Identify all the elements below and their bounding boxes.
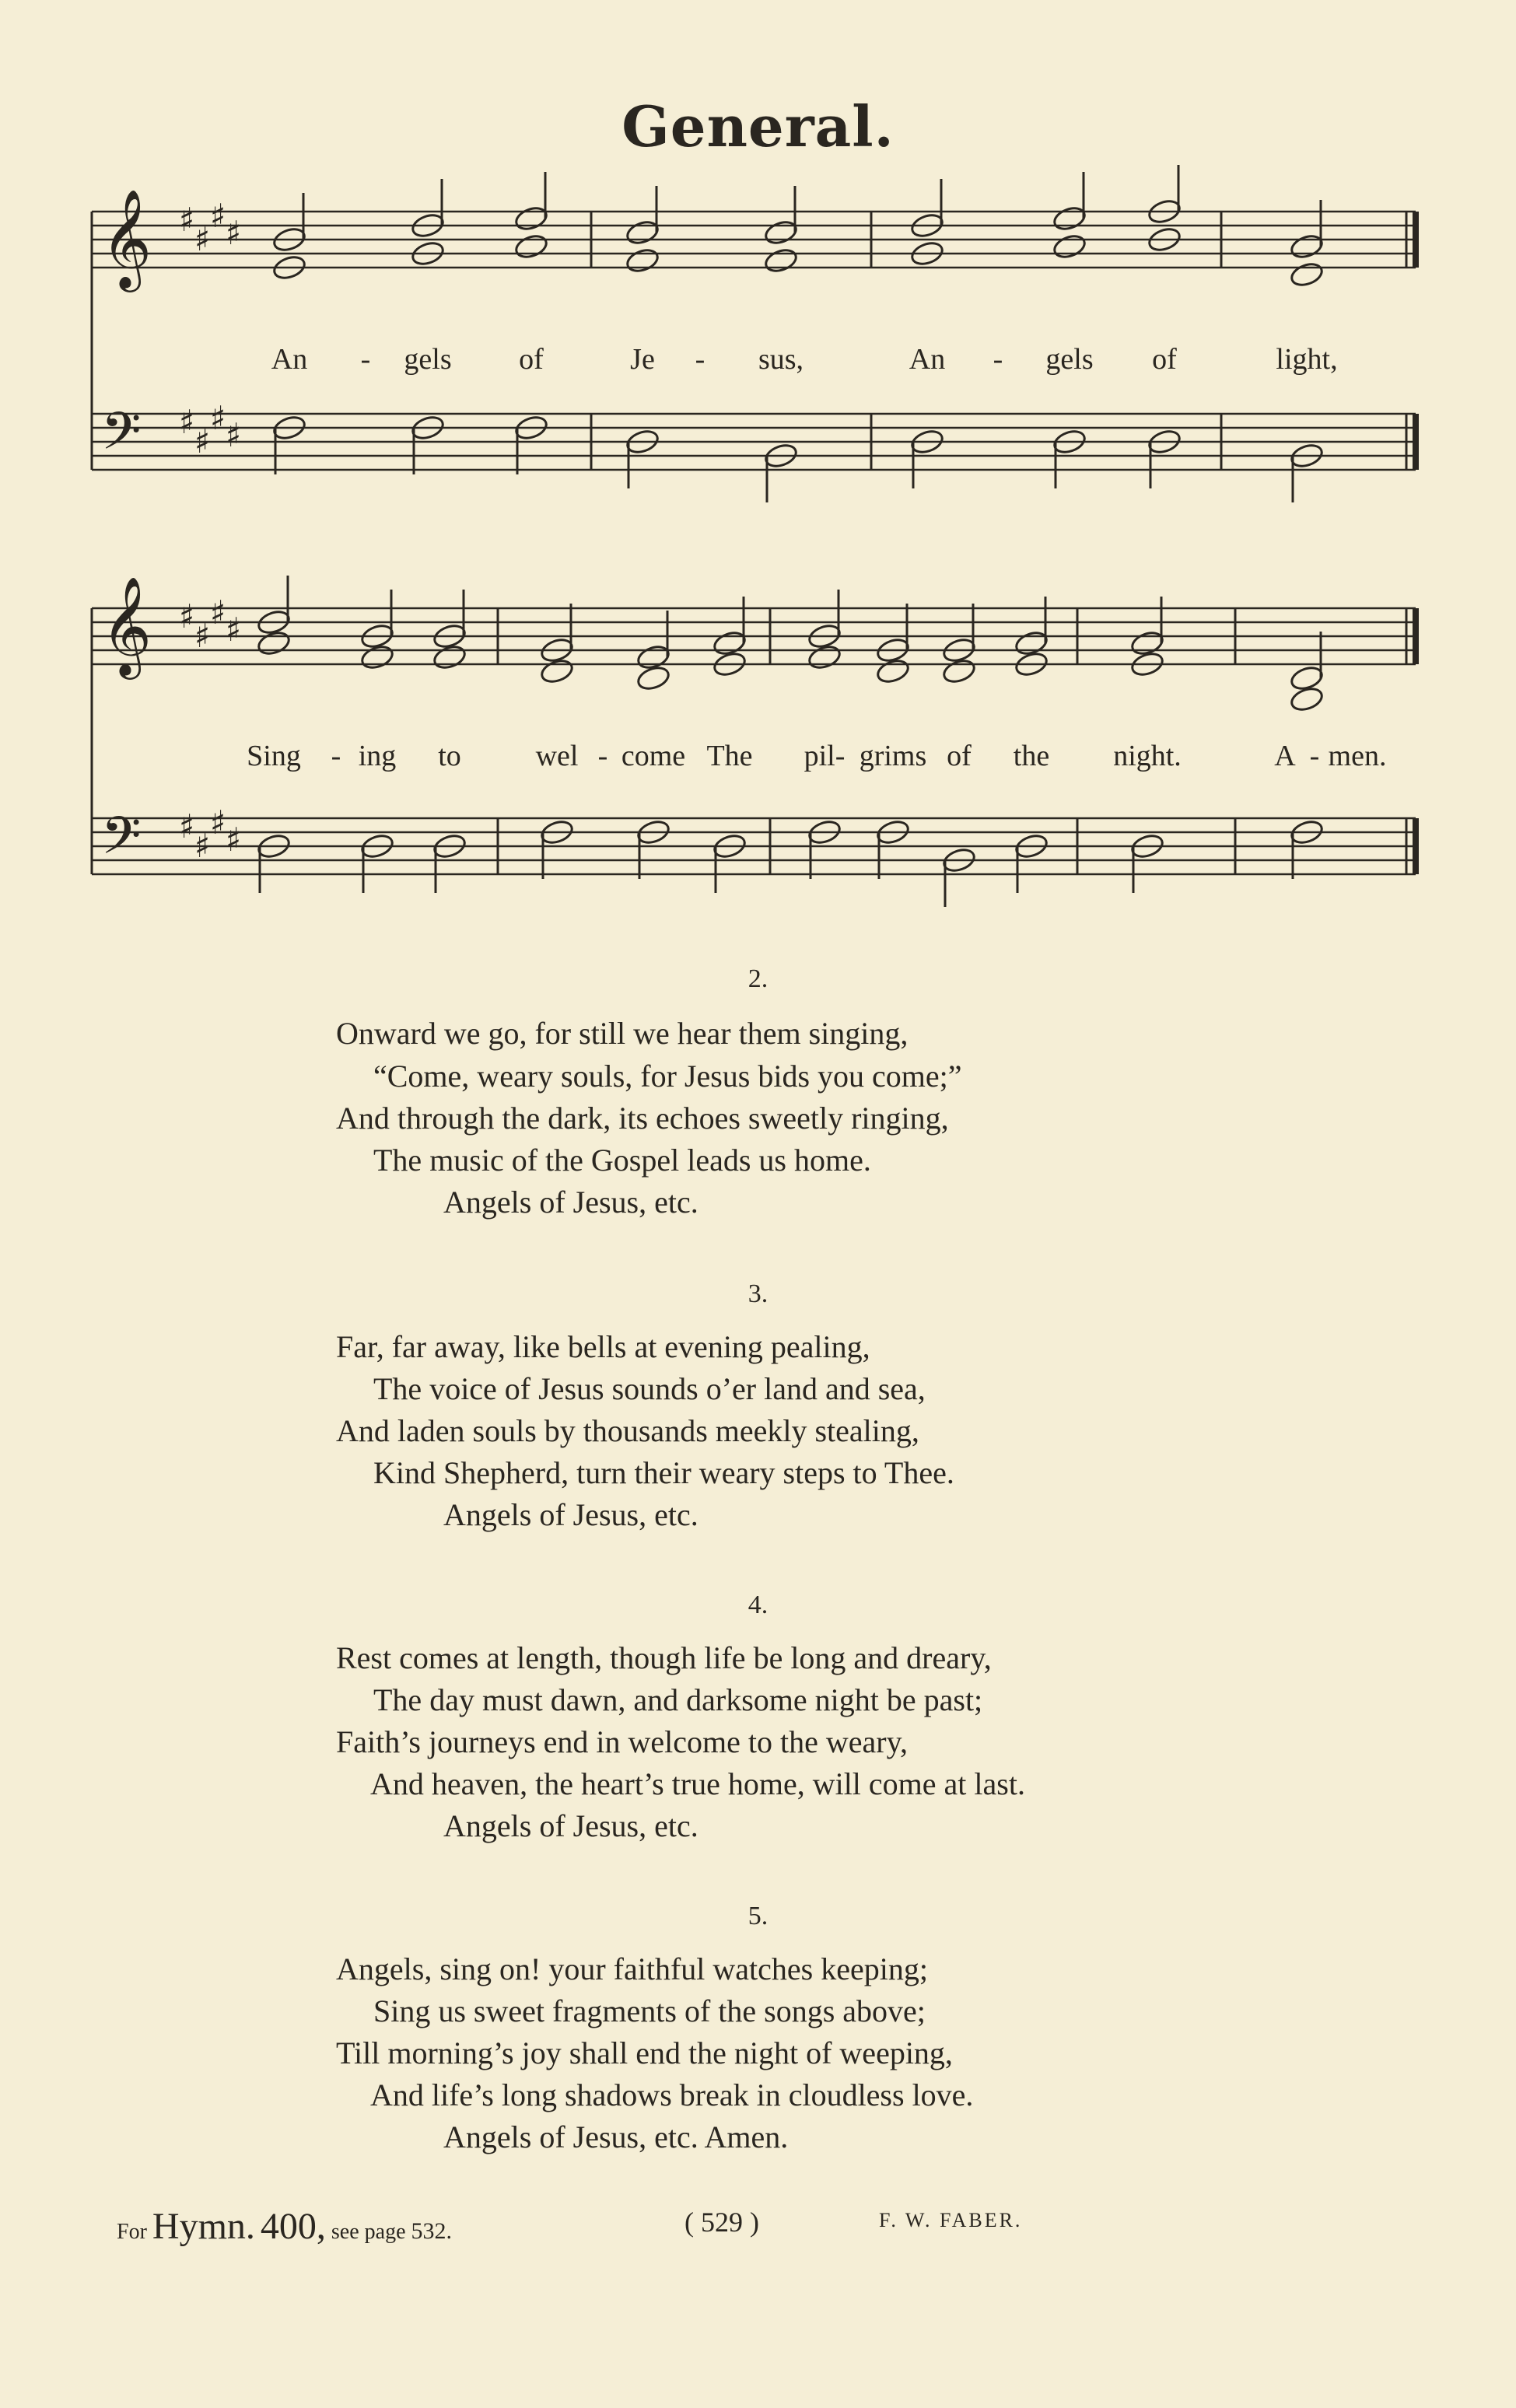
- verse-line: Till morning’s joy shall end the night of weeping,: [336, 2035, 953, 2070]
- lyric-syllable: to: [438, 740, 461, 772]
- sharp-sign: ♯: [210, 399, 226, 437]
- lyric-syllable: -: [695, 343, 705, 376]
- footer-cross-reference: [117, 2205, 452, 2248]
- sharp-sign: ♯: [226, 214, 242, 252]
- lyric-syllable: A: [1274, 740, 1296, 772]
- sharp-sign: ♯: [210, 803, 226, 842]
- note-head: [432, 643, 467, 671]
- sharp-sign: ♯: [226, 821, 242, 859]
- verse-line: And life’s long shadows break in cloudless love.: [370, 2077, 974, 2112]
- lyric-syllable: ing: [358, 740, 397, 772]
- footer-hymn-word: Hymn.: [152, 2206, 255, 2247]
- verse-line: The music of the Gospel leads us home.: [373, 1143, 871, 1178]
- treble-clef: 𝄞: [101, 188, 152, 288]
- sharp-sign: ♯: [226, 611, 242, 649]
- verse-line: Kind Shepherd, turn their weary steps to Thee.: [373, 1455, 954, 1490]
- verse-number: 4.: [747, 1591, 769, 1619]
- verse-line: And through the dark, its echoes sweetly ringing,: [336, 1101, 949, 1136]
- note-head: [1289, 233, 1325, 261]
- lyric-syllable: night.: [1113, 740, 1182, 772]
- footer-hymn-number: 400,: [260, 2206, 326, 2247]
- lyric-syllable: The: [706, 740, 753, 772]
- verse-line: Rest comes at length, though life be long and dreary,: [336, 1640, 992, 1675]
- sharp-sign: ♯: [179, 201, 195, 239]
- verse-line: Angels of Jesus, etc.: [443, 1497, 698, 1532]
- page-number: ( 529 ): [684, 2207, 759, 2238]
- note-head: [256, 629, 292, 657]
- sharp-sign: ♯: [179, 807, 195, 845]
- verse-line: Angels, sing on! your faithful watches keeping;: [336, 1951, 928, 1986]
- sharp-sign: ♯: [194, 617, 211, 655]
- sharp-sign: ♯: [194, 422, 211, 460]
- lyric-syllable: -: [1309, 740, 1320, 772]
- lyric-syllable: come: [621, 740, 686, 772]
- note-head: [635, 664, 671, 692]
- sharp-sign: ♯: [194, 827, 211, 865]
- verse-number: 5.: [747, 1902, 769, 1930]
- verse-line: Faith’s journeys end in welcome to the weary,: [336, 1724, 908, 1759]
- lyric-syllable: Sing: [247, 740, 301, 772]
- note-head: [807, 643, 842, 671]
- note-head: [625, 219, 660, 247]
- sharp-sign: ♯: [226, 416, 242, 454]
- note-head: [1289, 261, 1325, 289]
- note-head: [359, 643, 395, 671]
- note-head: [1014, 629, 1049, 657]
- verse-number: 3.: [747, 1279, 769, 1308]
- note-head: [1052, 205, 1087, 233]
- lyric-syllable: grims: [859, 740, 927, 772]
- note-head: [513, 233, 549, 261]
- lyric-syllable: -: [993, 343, 1003, 376]
- verse-line: The voice of Jesus sounds o’er land and sea,: [373, 1371, 926, 1406]
- verse-line: Sing us sweet fragments of the songs above;: [373, 1993, 926, 2028]
- note-head: [712, 629, 747, 657]
- lyric-syllable: pil-: [804, 740, 846, 772]
- lyric-syllable: -: [360, 343, 371, 376]
- sharp-sign: ♯: [210, 197, 226, 235]
- footer-page-ref: 532.: [411, 2218, 453, 2244]
- note-head: [875, 657, 911, 685]
- verse-line: Far, far away, like bells at evening pealing,: [336, 1329, 870, 1364]
- author-attribution: F. W. FABER.: [879, 2209, 1023, 2231]
- barlines: [92, 212, 1416, 874]
- lyric-syllable: An: [271, 343, 308, 376]
- bass-clef: 𝄢: [101, 401, 142, 474]
- note-head: [513, 205, 549, 233]
- note-head: [1289, 685, 1325, 713]
- verse-line: And heaven, the heart’s true home, will come at last.: [370, 1766, 1025, 1801]
- note-head: [625, 247, 660, 275]
- verse-line: The day must dawn, and darksome night be past;: [373, 1682, 983, 1717]
- sharp-sign: ♯: [179, 597, 195, 635]
- verse-line: And laden souls by thousands meekly stealing,: [336, 1413, 919, 1448]
- note-head: [1052, 233, 1087, 261]
- sharp-sign: ♯: [194, 220, 211, 258]
- footer-see: see page: [331, 2220, 406, 2244]
- lyric-syllable: -: [597, 740, 608, 772]
- note-head: [763, 247, 799, 275]
- sharp-sign: ♯: [179, 403, 195, 441]
- verse-line: Angels of Jesus, etc.: [443, 1185, 698, 1220]
- lyric-syllable: of: [947, 740, 972, 772]
- note-head: [635, 643, 671, 671]
- note-head: [1289, 664, 1325, 692]
- lyric-syllable: gels: [404, 343, 452, 376]
- verse-line: Onward we go, for still we hear them singing,: [336, 1016, 909, 1051]
- lyric-syllable: Je: [630, 343, 655, 376]
- music-score: [0, 0, 1516, 933]
- lyric-syllable: of: [1152, 343, 1177, 376]
- page-title: General.: [621, 93, 895, 159]
- note-head: [539, 657, 575, 685]
- lyric-syllable: wel: [535, 740, 579, 772]
- verse-line: Angels of Jesus, etc. Amen.: [443, 2119, 789, 2154]
- verse-line: “Come, weary souls, for Jesus bids you come;”: [373, 1059, 962, 1094]
- footer-prefix: For: [117, 2220, 147, 2244]
- lyric-syllable: sus,: [758, 343, 804, 376]
- sharp-sign: ♯: [210, 593, 226, 632]
- clefs: [101, 188, 241, 878]
- lyric-syllable: the: [1013, 740, 1050, 772]
- lyric-syllable: An: [909, 343, 946, 376]
- verse-number: 2.: [747, 964, 769, 993]
- note-head: [763, 219, 799, 247]
- bass-clef: 𝄢: [101, 806, 142, 878]
- verse-line: Angels of Jesus, etc.: [443, 1808, 698, 1843]
- staff-lines: [92, 212, 1416, 874]
- lyric-syllable: light,: [1276, 343, 1338, 376]
- note-head: [941, 657, 977, 685]
- lyric-syllable: gels: [1045, 343, 1094, 376]
- notes: [256, 165, 1325, 907]
- lyric-syllable: men.: [1328, 740, 1387, 772]
- lyric-syllable: -: [331, 740, 341, 772]
- lyric-syllable: of: [519, 343, 544, 376]
- treble-clef: 𝄞: [101, 576, 152, 675]
- note-head: [1129, 629, 1165, 657]
